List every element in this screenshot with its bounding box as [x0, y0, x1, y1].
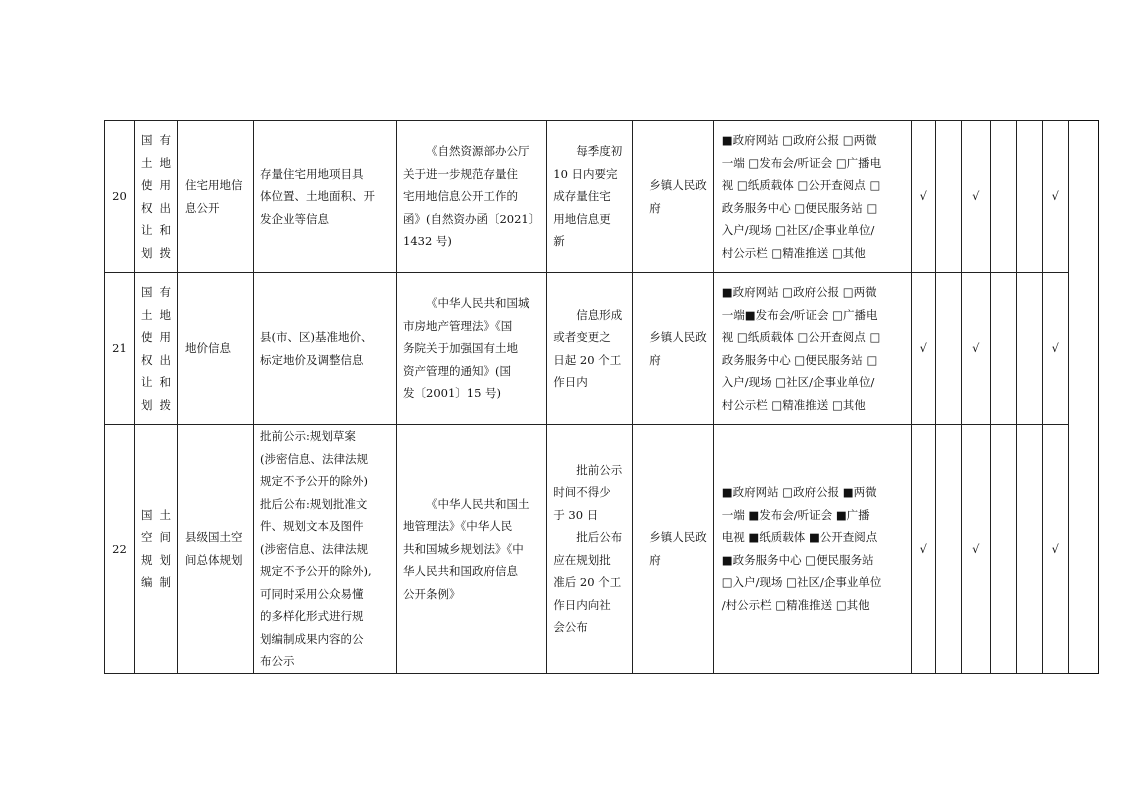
content-cell-line: 体位置、土地面积、开	[260, 189, 375, 204]
check-cell	[935, 425, 961, 674]
channels-cell-line: ■政府网站 □政府公报 □两微	[721, 285, 877, 299]
channels-cell-line: 村公示栏 □精准推送 □其他	[721, 397, 866, 412]
time-cell	[547, 121, 633, 273]
category-cell-line: 空间	[141, 530, 171, 545]
content-cell-line: 划编制成果内容的公	[260, 631, 364, 646]
subject-cell-line: 府	[649, 352, 661, 367]
content-cell-line: 批前公示:规划草案	[260, 429, 356, 443]
basis-cell	[397, 425, 547, 674]
time-cell-line: 日起 20 个工	[553, 352, 622, 367]
time-cell	[547, 273, 633, 425]
basis-cell-line: 公开条例》	[403, 586, 461, 601]
item-cell-line: 息公开	[185, 200, 220, 215]
channels-cell-line: □入户/现场 □社区/企事业单位	[721, 575, 882, 590]
basis-cell-line: 市房地产管理法》《国	[403, 318, 513, 333]
check-cell: √	[961, 121, 990, 273]
time-cell-line: 成存量住宅	[553, 189, 611, 204]
category-cell-line: 权出	[141, 200, 171, 215]
table-row	[105, 425, 1099, 674]
basis-cell-line: 共和国城乡规划法》《中	[403, 541, 524, 556]
check-cell: √	[1042, 425, 1068, 674]
subject-cell	[633, 425, 714, 674]
content-cell-line: 可同时采用公众易懂	[260, 586, 364, 601]
category-cell-line: 让和	[141, 223, 171, 237]
subject-cell-line: 乡镇人民政	[649, 330, 707, 344]
content-cell-line: 批后公布:规划批准文	[260, 496, 368, 511]
time-cell-line: 批前公示	[576, 462, 623, 477]
time-cell-line: 作日内向社	[553, 597, 611, 612]
item-cell-line: 住宅用地信	[185, 178, 243, 192]
content-cell-line: 的多样化形式进行规	[260, 609, 364, 623]
basis-cell-line: 关于进一步规范存量住	[403, 166, 518, 181]
channels-cell-line: 入户/现场 □社区/企事业单位/	[721, 223, 875, 237]
basis-cell-line: 《自然资源部办公厅	[426, 144, 530, 159]
basis-cell	[397, 273, 547, 425]
subject-cell	[633, 273, 714, 425]
check-cell: √	[911, 273, 935, 425]
check-cell: √	[961, 425, 990, 674]
row-number: 20	[105, 121, 135, 273]
channels-cell-line: 视 □纸质载体 □公开查阅点 □	[721, 330, 881, 344]
content-cell-line: 件、规划文本及图件	[260, 519, 364, 533]
content-cell	[254, 425, 397, 674]
check-cell	[935, 121, 961, 273]
content-cell	[254, 121, 397, 273]
check-cell: √	[1042, 121, 1068, 273]
channels-cell-line: 一端■发布会/听证会 □广播电	[721, 307, 878, 322]
channels-cell-line: 一端 ■发布会/听证会 ■广播	[721, 507, 870, 522]
time-cell-line: 10 日内要完	[553, 166, 618, 181]
basis-cell-line: 资产管理的通知》(国	[403, 363, 511, 378]
basis-cell-line: 1432 号)	[403, 234, 452, 249]
channels-cell-line: 入户/现场 □社区/企事业单位/	[721, 375, 875, 389]
item-cell	[178, 121, 254, 273]
table-row	[105, 273, 1099, 425]
check-cell	[935, 273, 961, 425]
content-cell-line: 规定不予公开的除外),	[260, 564, 372, 578]
content-cell-line: (涉密信息、法律法规	[260, 451, 368, 466]
time-cell-line: 准后 20 个工	[553, 575, 622, 590]
item-cell-line: 县级国土空	[185, 530, 243, 545]
check-cell	[990, 273, 1016, 425]
channels-cell-line: 政务服务中心 □便民服务站 □	[721, 200, 878, 215]
category-cell-line: 划拨	[141, 397, 171, 412]
check-cell	[1016, 121, 1042, 273]
time-cell-line: 批后公布	[576, 530, 623, 545]
category-cell-line: 土地	[141, 155, 171, 170]
time-cell-line: 应在规划批	[553, 552, 611, 567]
channels-cell	[713, 273, 911, 425]
basis-cell-line: 华人民共和国政府信息	[403, 564, 518, 578]
category-cell-line: 土地	[141, 307, 171, 322]
category-cell-line: 权出	[141, 352, 171, 367]
basis-cell-line: 《中华人民共和国土	[426, 496, 530, 511]
time-cell-line: 用地信息更	[553, 211, 611, 226]
time-cell-line: 作日内	[553, 375, 588, 389]
time-cell-line: 会公布	[553, 620, 588, 635]
basis-cell	[397, 121, 547, 273]
category-cell-line: 使用	[141, 330, 171, 344]
content-cell-line: 存量住宅用地项目具	[260, 166, 364, 181]
channels-cell-line: 村公示栏 □精准推送 □其他	[721, 245, 866, 260]
channels-cell	[713, 121, 911, 273]
channels-cell-line: 政务服务中心 □便民服务站 □	[721, 352, 878, 367]
subject-cell-line: 乡镇人民政	[649, 530, 707, 545]
channels-cell-line: ■政府网站 □政府公报 ■两微	[721, 485, 877, 500]
channels-cell-line: 视 □纸质载体 □公开查阅点 □	[721, 178, 881, 192]
time-cell	[547, 425, 633, 674]
basis-cell-line: 发〔2001〕15 号)	[403, 386, 502, 401]
category-cell-line: 规划	[141, 552, 171, 567]
channels-cell	[713, 425, 911, 674]
time-cell-line: 新	[553, 234, 565, 249]
check-cell: √	[911, 121, 935, 273]
subject-cell-line: 乡镇人民政	[649, 178, 707, 192]
subject-cell	[633, 121, 714, 273]
channels-cell-line: /村公示栏 □精准推送 □其他	[721, 597, 870, 612]
item-cell-line: 间总体规划	[185, 552, 243, 567]
channels-cell-line: ■政务服务中心 □便民服务站	[721, 552, 874, 567]
table-body	[105, 121, 1099, 674]
basis-cell-line: 地管理法》《中华人民	[403, 519, 513, 533]
category-cell-line: 划拨	[141, 245, 171, 260]
category-cell-line: 国有	[141, 133, 171, 147]
time-cell-line: 时间不得少	[553, 485, 611, 500]
basis-cell-line: 务院关于加强国有土地	[403, 341, 518, 356]
row-number: 22	[105, 425, 135, 674]
check-cell: √	[911, 425, 935, 674]
category-cell-line: 让和	[141, 375, 171, 389]
check-cell	[990, 425, 1016, 674]
content-cell-line: 标定地价及调整信息	[260, 352, 364, 367]
check-cell	[990, 121, 1016, 273]
content-cell-line: 规定不予公开的除外)	[260, 474, 368, 488]
item-cell	[178, 273, 254, 425]
item-cell-line: 地价信息	[185, 341, 231, 356]
table-row	[105, 121, 1099, 273]
row-number: 21	[105, 273, 135, 425]
category-cell-line: 国土	[141, 507, 171, 522]
content-cell	[254, 273, 397, 425]
category-cell	[135, 425, 178, 674]
channels-cell-line: 电视 ■纸质载体 ■公开查阅点	[721, 530, 878, 545]
category-cell	[135, 273, 178, 425]
time-cell-line: 或者变更之	[553, 330, 611, 344]
category-cell	[135, 121, 178, 273]
subject-cell-line: 府	[649, 200, 661, 215]
content-cell-line: (涉密信息、法律法规	[260, 541, 368, 556]
check-cell: √	[961, 273, 990, 425]
category-cell-line: 编制	[141, 575, 171, 590]
check-cell	[1016, 273, 1042, 425]
check-cell	[1016, 425, 1042, 674]
category-cell-line: 使用	[141, 178, 171, 192]
check-cell: √	[1042, 273, 1068, 425]
channels-cell-line: ■政府网站 □政府公报 □两微	[721, 133, 877, 147]
content-cell-line: 县(市、区)基准地价、	[260, 330, 373, 344]
time-cell-line: 于 30 日	[553, 507, 599, 522]
content-cell-line: 布公示	[260, 654, 295, 668]
basis-cell-line: 《中华人民共和国城	[426, 296, 530, 311]
basis-cell-line: 函》(自然资办函〔2021〕	[403, 211, 541, 226]
disclosure-table	[104, 120, 1099, 674]
basis-cell-line: 宅用地信息公开工作的	[403, 189, 518, 204]
item-cell	[178, 425, 254, 674]
subject-cell-line: 府	[649, 552, 661, 567]
content-cell-line: 发企业等信息	[260, 211, 329, 226]
time-cell-line: 信息形成	[576, 307, 623, 322]
category-cell-line: 国有	[141, 285, 171, 299]
time-cell-line: 每季度初	[576, 144, 623, 159]
channels-cell-line: 一端 □发布会/听证会 □广播电	[721, 155, 882, 170]
